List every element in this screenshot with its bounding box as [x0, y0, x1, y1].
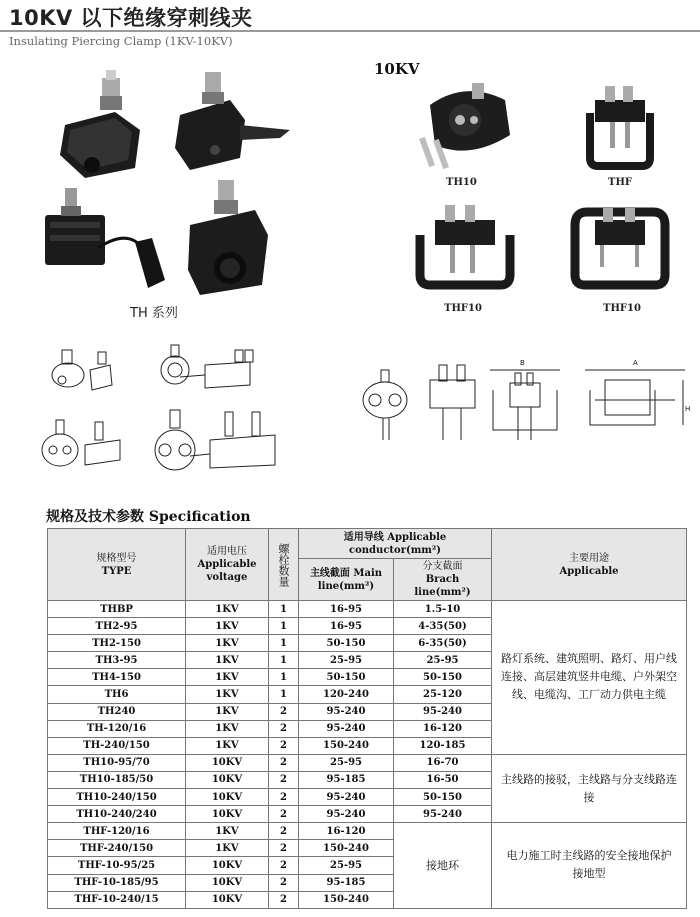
cell-voltage: 10KV	[186, 754, 269, 771]
header-conductor: 适用导线 Applicable conductor(mm²)	[299, 529, 492, 559]
cell-bolts: 1	[269, 601, 299, 618]
cell-main-line: 95-240	[299, 789, 394, 806]
table-row	[48, 601, 687, 618]
cell-main-line: 25-95	[299, 857, 394, 874]
cell-type: THF-120/16	[48, 823, 186, 840]
cell-main-line: 16-95	[299, 618, 394, 635]
cell-type: TH10-240/150	[48, 789, 186, 806]
header-type: 规格型号 TYPE	[48, 529, 186, 601]
cell-main-line: 150-240	[299, 891, 394, 908]
cell-voltage: 1KV	[186, 601, 269, 618]
thf10-photo-a	[410, 195, 520, 295]
cell-main-line: 95-240	[299, 720, 394, 737]
header-main-line: 主线截面 Main line(mm²)	[299, 559, 394, 601]
cell-type: TH2-150	[48, 635, 186, 652]
cell-bolts: 2	[269, 789, 299, 806]
thf10-photo-b	[565, 200, 675, 295]
cell-voltage: 10KV	[186, 857, 269, 874]
cell-voltage: 1KV	[186, 686, 269, 703]
cell-type: TH6	[48, 686, 186, 703]
cell-bolts: 1	[269, 669, 299, 686]
thf10-label-a: THF10	[444, 303, 482, 314]
cell-bolts: 2	[269, 806, 299, 823]
dim-a-mark: A	[633, 359, 638, 367]
cell-type: TH2-95	[48, 618, 186, 635]
cell-type: THF-240/150	[48, 840, 186, 857]
cell-type: TH3-95	[48, 652, 186, 669]
cell-main-line: 16-120	[299, 823, 394, 840]
cell-type: TH4-150	[48, 669, 186, 686]
cell-main-line: 50-150	[299, 635, 394, 652]
cell-type: TH-120/16	[48, 720, 186, 737]
cell-bolts: 2	[269, 823, 299, 840]
kv-label: 10KV	[374, 60, 420, 78]
cell-bolts: 1	[269, 618, 299, 635]
th-series-label: TH 系列	[130, 306, 178, 321]
application-cell: 路灯系统、建筑照明、路灯、用户线连接、高层建筑竖井电缆、户外架空线、电缆沟、工厂动力供电主缆	[492, 601, 687, 755]
cell-branch-line: 16-50	[394, 771, 492, 788]
ground-ring-cell: 接地环	[394, 823, 492, 908]
th-series-photo	[40, 60, 310, 300]
cell-branch-line: 16-120	[394, 720, 492, 737]
dimension-drawings	[355, 355, 690, 455]
cell-branch-line: 25-120	[394, 686, 492, 703]
cell-branch-line: 50-150	[394, 669, 492, 686]
cell-main-line: 25-95	[299, 652, 394, 669]
cell-type: TH10-95/70	[48, 754, 186, 771]
cell-bolts: 2	[269, 891, 299, 908]
cell-voltage: 1KV	[186, 635, 269, 652]
cell-main-line: 95-185	[299, 771, 394, 788]
cell-bolts: 1	[269, 652, 299, 669]
cell-main-line: 16-95	[299, 601, 394, 618]
spec-table-body	[48, 601, 687, 909]
cell-bolts: 1	[269, 635, 299, 652]
header-use: 主要用途 Applicable	[492, 529, 687, 601]
cell-bolts: 2	[269, 720, 299, 737]
cell-bolts: 2	[269, 754, 299, 771]
spec-title: 规格及技术参数 Specification	[46, 509, 251, 525]
cell-branch-line: 50-150	[394, 789, 492, 806]
page-header	[0, 0, 700, 52]
cell-bolts: 2	[269, 840, 299, 857]
cell-branch-line: 95-240	[394, 806, 492, 823]
cell-main-line: 50-150	[299, 669, 394, 686]
cell-main-line: 150-240	[299, 737, 394, 754]
cell-main-line: 95-240	[299, 703, 394, 720]
cell-branch-line: 4-35(50)	[394, 618, 492, 635]
cell-bolts: 2	[269, 874, 299, 891]
cell-voltage: 1KV	[186, 737, 269, 754]
cell-type: TH10-185/50	[48, 771, 186, 788]
cell-bolts: 2	[269, 857, 299, 874]
cell-voltage: 10KV	[186, 874, 269, 891]
cell-voltage: 1KV	[186, 669, 269, 686]
cell-bolts: 2	[269, 703, 299, 720]
cell-main-line: 150-240	[299, 840, 394, 857]
application-cell: 电力施工时主线路的安全接地保护 接地型	[492, 823, 687, 908]
cell-main-line: 25-95	[299, 754, 394, 771]
table-row	[48, 823, 687, 840]
thf-photo	[575, 78, 665, 173]
cell-branch-line: 1.5-10	[394, 601, 492, 618]
cell-branch-line: 95-240	[394, 703, 492, 720]
page-title: 10KV 以下绝缘穿刺线夹	[9, 6, 253, 30]
cell-branch-line: 120-185	[394, 737, 492, 754]
cell-voltage: 1KV	[186, 703, 269, 720]
cell-type: THF-10-95/25	[48, 857, 186, 874]
cell-branch-line: 16-70	[394, 754, 492, 771]
th-drawings	[40, 340, 300, 490]
cell-bolts: 2	[269, 771, 299, 788]
cell-voltage: 10KV	[186, 806, 269, 823]
spec-table	[47, 528, 687, 909]
cell-branch-line: 25-95	[394, 652, 492, 669]
cell-bolts: 1	[269, 686, 299, 703]
cell-voltage: 1KV	[186, 652, 269, 669]
cell-type: THF-10-185/95	[48, 874, 186, 891]
cell-bolts: 2	[269, 737, 299, 754]
cell-voltage: 10KV	[186, 789, 269, 806]
th10-photo	[410, 75, 520, 175]
header-branch-line: 分支截面 Brach line(mm²)	[394, 559, 492, 601]
cell-type: TH10-240/240	[48, 806, 186, 823]
cell-voltage: 1KV	[186, 618, 269, 635]
cell-type: THBP	[48, 601, 186, 618]
table-row	[48, 754, 687, 771]
thf-label: THF	[608, 177, 632, 188]
cell-type: THF-10-240/15	[48, 891, 186, 908]
header-divider	[0, 30, 700, 32]
header-bolts: 螺栓数量	[269, 529, 299, 601]
cell-voltage: 1KV	[186, 840, 269, 857]
th10-label: TH10	[446, 177, 477, 188]
cell-main-line: 120-240	[299, 686, 394, 703]
dim-h-mark: H	[685, 405, 691, 413]
cell-voltage: 10KV	[186, 771, 269, 788]
dim-b-mark: B	[520, 359, 525, 367]
cell-voltage: 1KV	[186, 823, 269, 840]
application-cell: 主线路的接驳，主线路与分支线路连接	[492, 754, 687, 822]
cell-voltage: 1KV	[186, 720, 269, 737]
cell-main-line: 95-240	[299, 806, 394, 823]
cell-type: TH240	[48, 703, 186, 720]
header-voltage: 适用电压 Applicable voltage	[186, 529, 269, 601]
cell-type: TH-240/150	[48, 737, 186, 754]
page-subtitle: Insulating Piercing Clamp (1KV-10KV)	[9, 34, 233, 48]
thf10-label-b: THF10	[603, 303, 641, 314]
cell-main-line: 95-185	[299, 874, 394, 891]
cell-branch-line: 6-35(50)	[394, 635, 492, 652]
cell-voltage: 10KV	[186, 891, 269, 908]
